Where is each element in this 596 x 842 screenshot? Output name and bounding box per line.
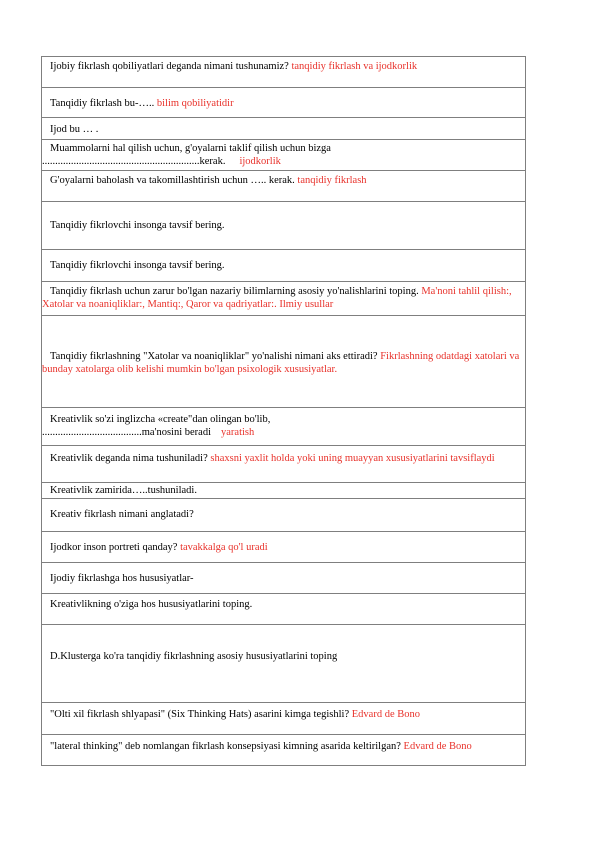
question-text: Kreativ fikrlash nimani anglatadi? [50, 509, 194, 520]
table-row [42, 499, 526, 532]
question-text: Kreativlik deganda nima tushuniladi? [50, 453, 208, 464]
table-row [42, 594, 526, 625]
table-row [42, 88, 526, 118]
answer-text: bilim qobiliyatidir [156, 98, 234, 109]
question-text: Ijodkor inson portreti qanday? [50, 542, 178, 553]
answer-text: tanqidiy fikrlash va ijodkorlik [291, 61, 418, 72]
question-text: Tanqidiy fikrlash uchun zarur bo'lgan nazariy bilimlarning asosiy yo'nalishlarini toping. [50, 286, 419, 297]
table-row [42, 316, 526, 408]
table-row [42, 282, 526, 316]
question-text: Kreativlik zamirida…..tushuniladi. [50, 485, 197, 496]
question-blank-line: ......................................ma'nosini beradi [42, 427, 211, 438]
question-blank-line: ............................................................kerak. [42, 156, 226, 167]
answer-text: tavakkalga qo'l uradi [180, 542, 268, 553]
answer-text: yaratish [221, 427, 255, 438]
table-row [42, 118, 526, 140]
question-text: Ijod bu … . [50, 124, 99, 135]
answer-text: Edvard de Bono [351, 709, 421, 720]
answer-text: ijodkorlik [239, 156, 281, 167]
table-row [42, 703, 526, 735]
question-text: "Olti xil fikrlash shlyapasi" (Six Thinking Hats) asarini kimga tegishli? [50, 709, 350, 720]
answer-text: shaxsni yaxlit holda yoki uning muayyan xususiyatlarini tavsiflaydi [210, 453, 495, 464]
question-text: Tanqidiy fikrlovchi insonga tavsif bering. [50, 220, 225, 231]
answer-text: Ma'noni tahlil qilish:, Xatolar va noaniqliklar:, Mantiq:, Qaror va qadriyatlar:. Ilmiy usullar [42, 286, 512, 310]
question-text: Tanqidiy fikrlovchi insonga tavsif bering. [50, 260, 225, 271]
table-row [42, 57, 526, 88]
table-row [42, 250, 526, 282]
question-text: Ijobiy fikrlash qobiliyatlari deganda nimani tushunamiz? [50, 61, 289, 72]
question-text: "lateral thinking" deb nomlangan fikrlash konsepsiyasi kimning asarida keltirilgan? [50, 741, 401, 752]
question-text: Tanqidiy fikrlashning "Xatolar va noaniqliklar" yo'nalishi nimani aks ettiradi? [50, 351, 378, 362]
question-text: Kreativlikning o'ziga hos hususiyatlarini toping. [50, 599, 253, 610]
question-text: Kreativlik so'zi inglizcha «create"dan olingan bo'lib, [50, 414, 271, 425]
table-row [42, 171, 526, 202]
table-row [42, 140, 526, 171]
question-text: Ijodiy fikrlashga hos hususiyatlar- [50, 573, 194, 584]
table-row [42, 735, 526, 766]
question-answer-table [41, 56, 526, 766]
question-text: D.Klusterga ko'ra tanqidiy fikrlashning asosiy hususiyatlarini toping [50, 651, 338, 662]
table-row [42, 532, 526, 563]
table-row [42, 483, 526, 499]
answer-text: tanqidiy fikrlash [297, 175, 367, 186]
table-row [42, 408, 526, 446]
question-text: G'oyalarni baholash va takomillashtirish uchun ….. kerak. [50, 175, 295, 186]
table-row [42, 625, 526, 703]
table-row [42, 563, 526, 594]
answer-text: Fikrlashning odatdagi xatolari va bunday xatolarga olib kelishi mumkin bo'lgan psixologik xususiyatlar. [42, 351, 520, 375]
question-text: Tanqidiy fikrlash bu-….. [50, 98, 155, 109]
question-text: Muammolarni hal qilish uchun, g'oyalarni taklif qilish uchun bizga [50, 143, 331, 154]
answer-text: Edvard de Bono [403, 741, 472, 752]
table-row [42, 446, 526, 483]
table-row [42, 202, 526, 250]
